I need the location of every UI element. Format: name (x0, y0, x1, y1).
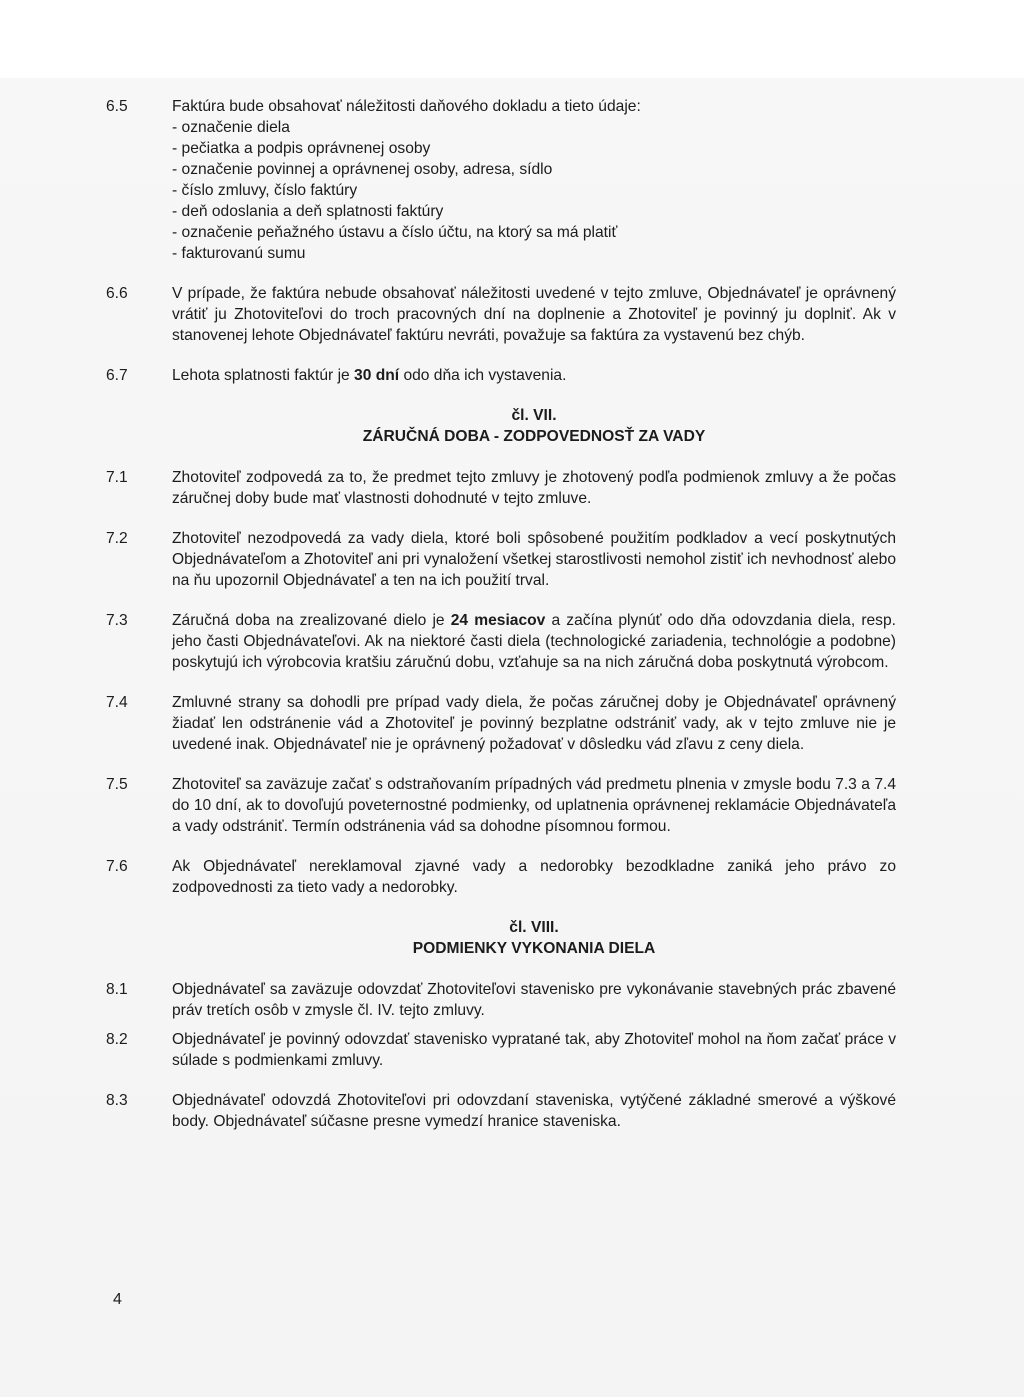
article-title: ZÁRUČNÁ DOBA - ZODPOVEDNOSŤ ZA VADY (362, 428, 706, 445)
section-text: Objednávateľ je povinný odovzdať stavenisko vypratané tak, aby Zhotoviteľ mohol na ňom začať práce v súlade s podmienkami zmluvy. (172, 1031, 896, 1069)
section-6-7 (106, 365, 896, 386)
section-text: Zhotoviteľ zodpovedá za to, že predmet tejto zmluvy je zhotovený podľa podmienok zmluvy a že počas záručnej doby bude mať vlastnosti dohodnuté v tejto zmluve. (172, 469, 896, 507)
emphasis: 24 mesiacov (450, 612, 546, 629)
article-title: PODMIENKY VYKONANIA DIELA (412, 940, 656, 957)
section-number: 7.6 (106, 858, 128, 875)
section-7-5 (106, 774, 896, 837)
section-number: 7.4 (106, 694, 128, 711)
section-8-2 (106, 1029, 896, 1071)
section-number: 7.2 (106, 530, 128, 547)
emphasis: 30 dní (354, 367, 400, 384)
section-number: 6.6 (106, 285, 128, 302)
top-margin-strip (0, 0, 1024, 78)
list-item: - deň odoslania a deň splatnosti faktúry (172, 203, 444, 220)
page-number: 4 (113, 1291, 122, 1308)
section-number: 8.2 (106, 1031, 128, 1048)
section-number: 7.1 (106, 469, 128, 486)
document-body (106, 96, 896, 1151)
list-item: - číslo zmluvy, číslo faktúry (172, 182, 358, 199)
list-item: - fakturovanú sumu (172, 245, 306, 262)
section-7-1 (106, 467, 896, 509)
section-number: 8.3 (106, 1092, 128, 1109)
article-number: čl. VII. (511, 407, 557, 424)
section-text: Záručná doba na zrealizované dielo je 24 mesiacov a začína plynúť odo dňa odovzdania diela, resp. jeho časti Objednávateľovi. Ak na niektoré časti diela (technologické zariadenia, technológie a podobne) poskytujú ich výrobcovia kratšiu záručnú dobu, vzťahuje sa na nich záručná doba poskytnutá výrobcom. (172, 612, 896, 671)
article-heading-viii (172, 917, 896, 959)
section-number: 7.5 (106, 776, 128, 793)
section-number: 7.3 (106, 612, 128, 629)
section-text: Zmluvné strany sa dohodli pre prípad vady diela, že počas záručnej doby je Objednávateľ oprávnený žiadať len odstránenie vád a Zhotoviteľ je povinný bezplatne odstrániť vady, ak v tejto zmluve nie je uvedené inak. Objednávateľ nie je oprávnený požadovať v dôsledku vád zľavu z ceny diela. (172, 694, 896, 753)
section-text: Faktúra bude obsahovať náležitosti daňového dokladu a tieto údaje: (172, 98, 641, 115)
section-text: Zhotoviteľ nezodpovedá za vady diela, ktoré boli spôsobené použitím podkladov a vecí poskytnutých Objednávateľom a Zhotoviteľ ani pri vynaložení všetkej starostlivosti nemohol zistiť ich nevhodnosť alebo na ňu upozornil Objednávateľ a ten na ich použití trval. (172, 530, 896, 589)
section-text: Objednávateľ odovzdá Zhotoviteľovi pri odovzdaní staveniska, vytýčené základné smerové a výškové body. Objednávateľ súčasne presne vymedzí hranice staveniska. (172, 1092, 896, 1130)
section-number: 8.1 (106, 981, 128, 998)
section-7-2 (106, 528, 896, 591)
section-text: Ak Objednávateľ nereklamoval zjavné vady a nedorobky bezodkladne zaniká jeho právo zo zodpovednosti za tieto vady a nedorobky. (172, 858, 896, 896)
section-6-6 (106, 283, 896, 346)
section-text: Objednávateľ sa zaväzuje odovzdať Zhotoviteľovi stavenisko pre vykonávanie stavebných prác zbavené práv tretích osôb v zmysle čl. IV. tejto zmluvy. (172, 981, 896, 1019)
section-number: 6.5 (106, 98, 128, 115)
section-text: Lehota splatnosti faktúr je 30 dní odo dňa ich vystavenia. (172, 367, 567, 384)
section-number: 6.7 (106, 367, 128, 384)
section-7-4 (106, 692, 896, 755)
section-text: V prípade, že faktúra nebude obsahovať náležitosti uvedené v tejto zmluve, Objednávateľ je oprávnený vrátiť ju Zhotoviteľovi do troch pracovných dní na doplnenie a Zhotoviteľ je povinný ju doplniť. Ak v stanovenej lehote Objednávateľ faktúru nevráti, považuje sa faktúra za vystavenú bez chýb. (172, 285, 896, 344)
section-6-5 (106, 96, 896, 264)
section-8-3 (106, 1090, 896, 1132)
section-text: Zhotoviteľ sa zaväzuje začať s odstraňovaním prípadných vád predmetu plnenia v zmysle bodu 7.3 a 7.4 do 10 dní, ak to dovoľujú poveternostné podmienky, od uplatnenia oprávnenej reklamácie Objednávateľa a vady odstrániť. Termín odstránenia vád sa dohodne písomnou formou. (172, 776, 896, 835)
list-item: - označenie povinnej a oprávnenej osoby, adresa, sídlo (172, 161, 553, 178)
section-7-3 (106, 610, 896, 673)
list-item: - označenie peňažného ústavu a číslo účtu, na ktorý sa má platiť (172, 224, 618, 241)
section-7-6 (106, 856, 896, 898)
article-number: čl. VIII. (509, 919, 559, 936)
list-item: - pečiatka a podpis oprávnenej osoby (172, 140, 431, 157)
section-8-1 (106, 979, 896, 1021)
article-heading-vii (172, 405, 896, 447)
list-item: - označenie diela (172, 119, 290, 136)
